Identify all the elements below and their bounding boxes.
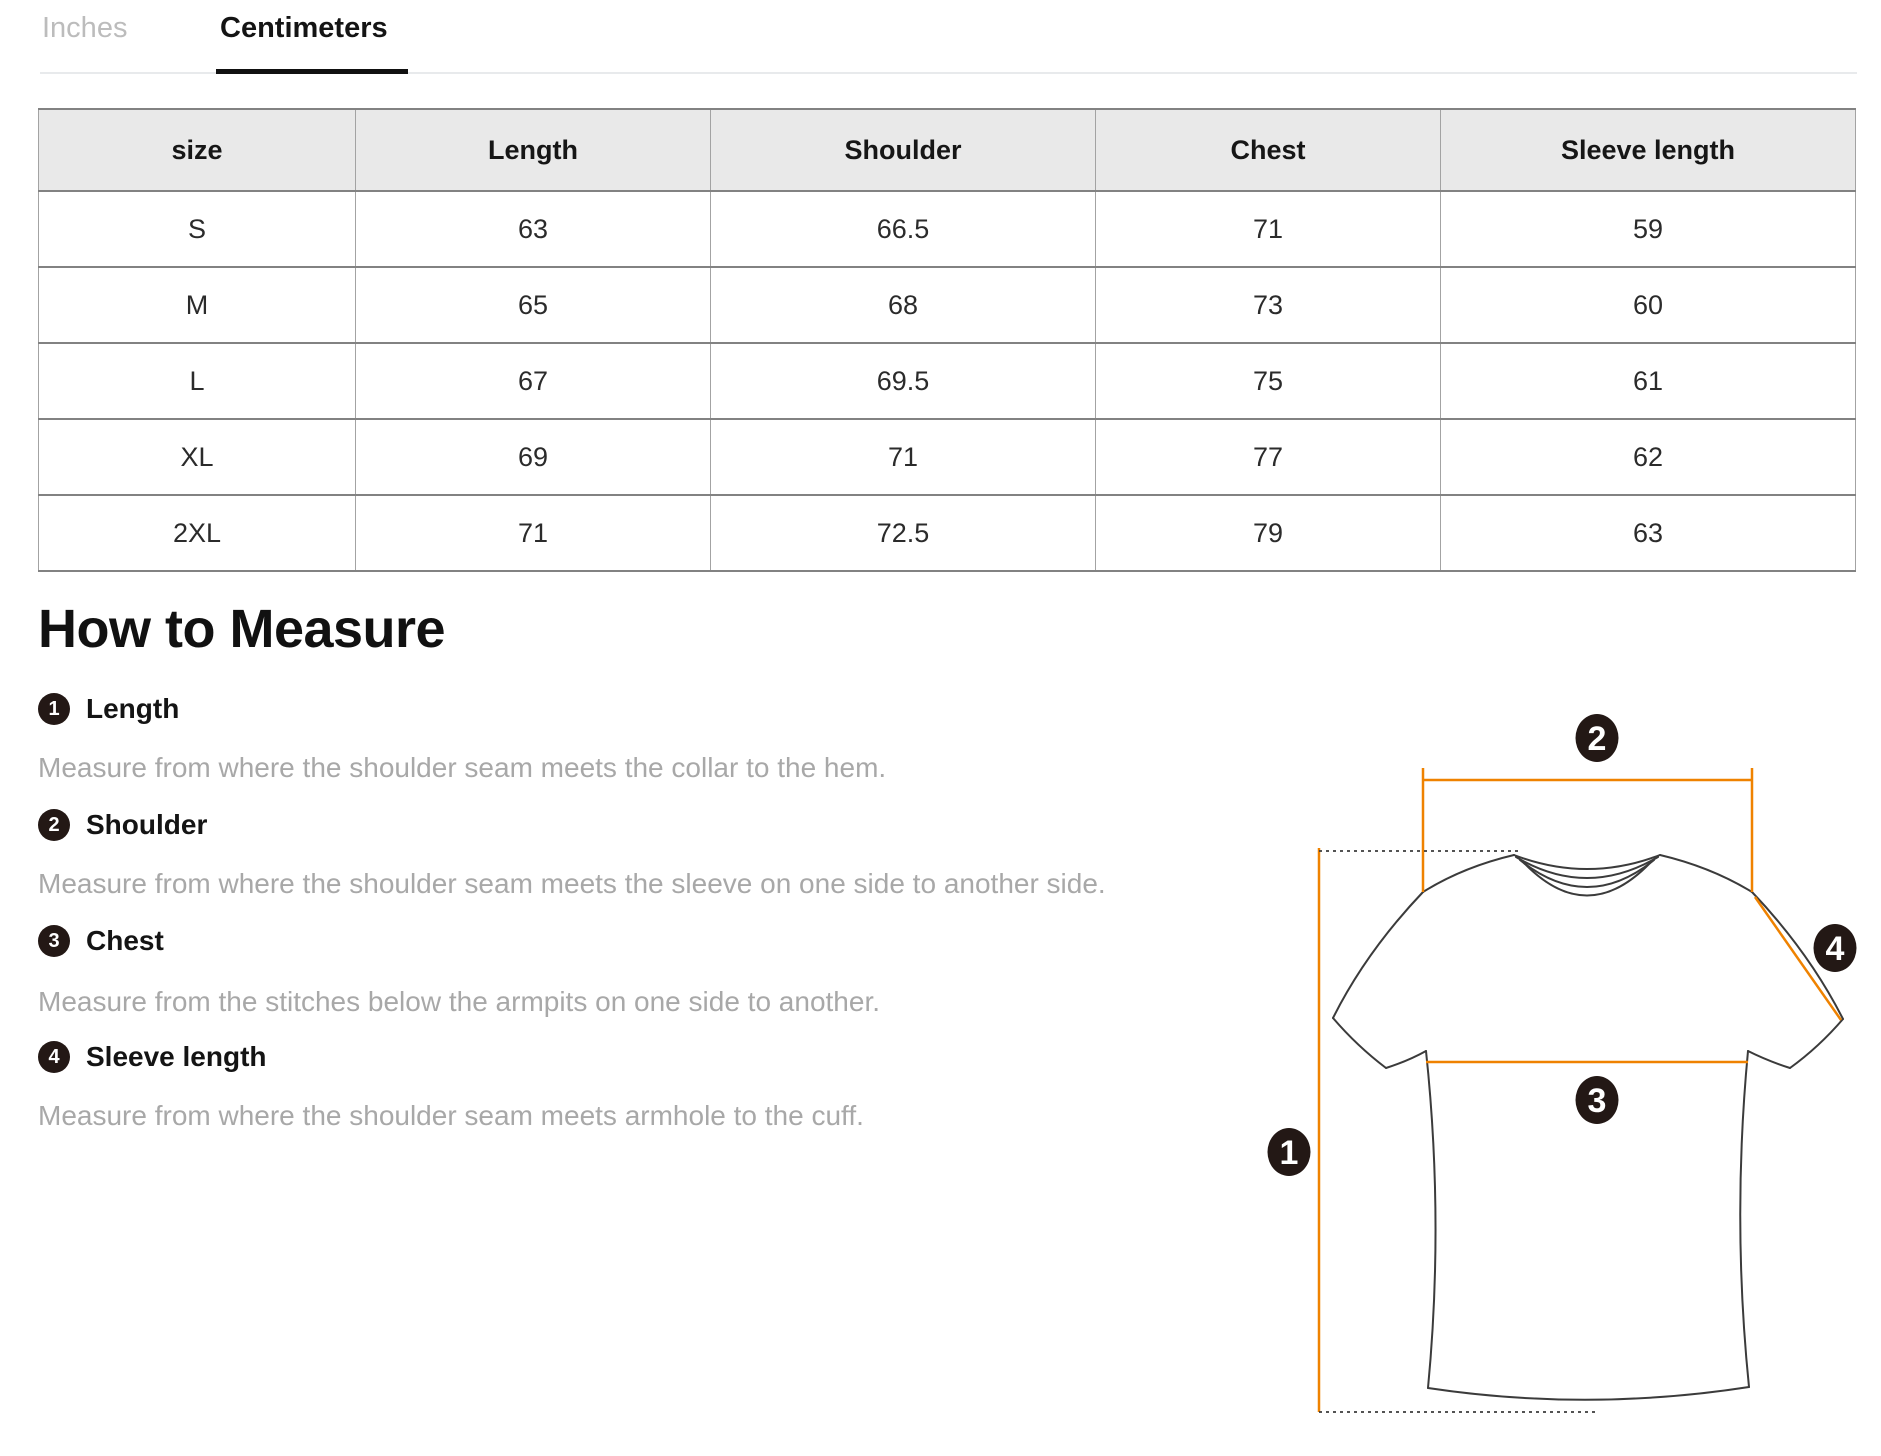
diagram-badge-2 [1576,714,1619,762]
measure-item-description: Measure from where the shoulder seam meets the collar to the hem. [38,752,887,783]
svg-text:2: 2 [1587,720,1607,758]
cell-length: 67 [356,343,711,419]
cell-sleeve-length: 62 [1441,419,1856,495]
cell-size: 2XL [39,495,356,571]
col-header-length: Length [356,109,711,191]
number-badge-4: 4 [38,1041,70,1073]
col-header-chest: Chest [1096,109,1441,191]
cell-length: 65 [356,267,711,343]
cell-sleeve-length: 60 [1441,267,1856,343]
table-row [39,343,1856,419]
measure-item-description: Measure from where the shoulder seam meets the sleeve on one side to another side. [38,868,1106,899]
measure-item-description: Measure from the stitches below the armpits on one side to another. [38,986,881,1017]
measure-item-label: Length [86,693,180,724]
svg-text:3: 3 [1587,1082,1607,1120]
cell-shoulder: 71 [711,419,1096,495]
size-chart-table [38,108,1856,572]
measure-item-label: Shoulder [86,809,208,840]
cell-length: 63 [356,191,711,267]
cell-size: M [39,267,356,343]
unit-tabs [0,0,1881,78]
cell-sleeve-length: 59 [1441,191,1856,267]
dotted-guide-lines [1319,851,1598,1412]
tab-centimeters[interactable]: Centimeters [220,12,388,44]
tshirt-measurement-diagram [1250,700,1881,1456]
tshirt-outline [1333,855,1843,1400]
cell-length: 71 [356,495,711,571]
measure-item-shoulder [38,809,207,841]
cell-shoulder: 68 [711,267,1096,343]
cell-chest: 75 [1096,343,1441,419]
table-row [39,419,1856,495]
number-badge-1: 1 [38,693,70,725]
cell-sleeve-length: 63 [1441,495,1856,571]
cell-shoulder: 66.5 [711,191,1096,267]
cell-chest: 71 [1096,191,1441,267]
diagram-badge-3 [1576,1076,1619,1124]
measure-item-sleeve-length [38,1041,267,1073]
diagram-badge-1 [1268,1128,1311,1176]
svg-text:4: 4 [1825,930,1845,968]
cell-size: L [39,343,356,419]
measure-item-length [38,693,179,725]
cell-chest: 79 [1096,495,1441,571]
cell-chest: 73 [1096,267,1441,343]
col-header-size: size [39,109,356,191]
table-row [39,191,1856,267]
measure-item-label: Chest [86,925,164,956]
number-badge-2: 2 [38,809,70,841]
cell-sleeve-length: 61 [1441,343,1856,419]
measure-item-chest [38,925,164,957]
col-header-shoulder: Shoulder [711,109,1096,191]
how-to-measure-title: How to Measure [38,599,446,659]
tab-inches[interactable]: Inches [42,12,128,44]
cell-size: S [39,191,356,267]
cell-shoulder: 69.5 [711,343,1096,419]
diagram-badge-4 [1814,924,1857,972]
cell-length: 69 [356,419,711,495]
cell-size: XL [39,419,356,495]
table-row [39,495,1856,571]
measure-item-description: Measure from where the shoulder seam meets armhole to the cuff. [38,1100,864,1131]
cell-shoulder: 72.5 [711,495,1096,571]
col-header-sleeve-length: Sleeve length [1441,109,1856,191]
cell-chest: 77 [1096,419,1441,495]
table-header-row [39,109,1856,191]
table-row [39,267,1856,343]
active-tab-underline [216,69,408,74]
svg-text:1: 1 [1279,1134,1299,1172]
measure-item-label: Sleeve length [86,1041,267,1072]
number-badge-3: 3 [38,925,70,957]
